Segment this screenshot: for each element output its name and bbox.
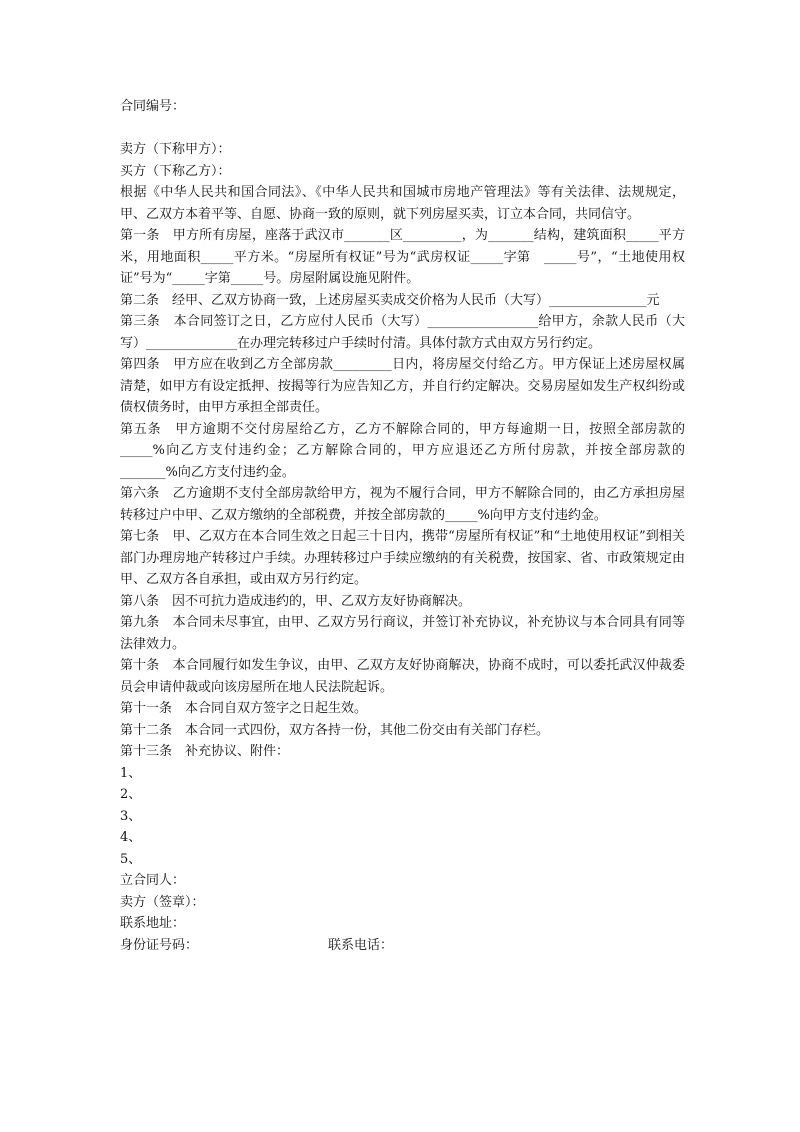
- seller-signature-label: 卖方（签章）：: [120, 894, 205, 910]
- article-12: 第十二条 本合同一式四份，双方各持一份，其他二份交由有关部门存栏。: [120, 722, 550, 738]
- address-label: 联系地址：: [120, 916, 186, 931]
- attachment-item-4: 4、: [120, 830, 142, 845]
- article-5: 第五条 甲方逾期不交付房屋给乙方，乙方不解除合同的，甲方每逾期一日，按照全部房款的_____%向乙方支付违约金；乙方解除合同的，甲方应退还乙方所付房款，并按全部房款的_______%向乙方支付违约金。: [120, 421, 685, 480]
- phone-label: 联系电话：: [328, 937, 394, 953]
- article-8: 第八条 因不可抗力造成违约的，甲、乙双方友好协商解决。: [120, 593, 472, 609]
- article-11: 第十一条 本合同自双方签字之日起生效。: [120, 701, 368, 716]
- id-number-label: 身份证号码：: [120, 937, 199, 953]
- article-10: 第十条 本合同履行如发生争议，由甲、乙双方友好协商解决，协商不成时，可以委托武汉仲裁委员会申请仲裁或向该房屋所在地人民法院起诉。: [120, 658, 685, 695]
- article-3: 第三条 本合同签订之日，乙方应付人民币（大写）_________________给甲方，余款人民币（大写）______________在办理完转移过户手续时付清。具体付款方式由双方另行约定。: [120, 314, 685, 351]
- attachment-item-2: 2、: [120, 787, 142, 802]
- article-9: 第九条 本合同未尽事宜，由甲、乙双方另行商议，并签订补充协议，补充协议与本合同具有同等法律效力。: [120, 615, 685, 652]
- id-phone-row: [120, 935, 685, 957]
- article-7: 第七条 甲、乙双方在本合同生效之日起三十日内，携带“房屋所有权证”和“土地使用权证”到相关部门办理房地产转移过户手续。办理转移过户手续应缴纳的有关税费，按国家、省、市政策规定由甲、乙双方各自承担，或由双方另行约定。: [120, 529, 685, 587]
- attachment-item-3: 3、: [120, 808, 142, 824]
- article-13: 第十三条 补充协议、附件：: [120, 744, 290, 759]
- preamble-paragraph: 根据《中华人民共和国合同法》、《中华人民共和国城市房地产管理法》等有关法律、法规规定，甲、乙双方本着平等、自愿、协商一致的原则，就下列房屋买卖，订立本合同，共同信守。: [120, 185, 685, 222]
- contract-number-label: 合同编号：: [120, 99, 186, 114]
- article-1: 第一条 甲方所有房屋，座落于武汉市_______区_________，为_______结构，建筑面积_____平方米，用地面积_____平方米。“房屋所有权证”号为“武房权证_____字第 _____号”，“土地使用权证”号为“_____字第_____号。房屋附属设施见附件。: [120, 228, 685, 286]
- article-2: 第二条 经甲、乙双方协商一致，上述房屋买卖成交价格为人民币（大写）_______________元: [120, 292, 660, 308]
- article-6: 第六条 乙方逾期不支付全部房款给甲方，视为不履行合同，甲方不解除合同的，由乙方承担房屋转移过户中甲、乙双方缴纳的全部税费，并按全部房款的_____%向甲方支付违约金。: [120, 486, 685, 523]
- contract-parties-label: 立合同人：: [120, 873, 186, 888]
- attachment-item-1: 1、: [120, 765, 142, 781]
- attachment-item-5: 5、: [120, 851, 142, 867]
- spacer: [120, 118, 685, 140]
- buyer-label: 买方（下称乙方）：: [120, 163, 231, 179]
- seller-label: 卖方（下称甲方）：: [120, 142, 231, 157]
- article-4: 第四条 甲方应在收到乙方全部房款_________日内，将房屋交付给乙方。甲方保证上述房屋权属清楚，如甲方有设定抵押、按揭等行为应告知乙方，并自行约定解决。交易房屋如发生产权纠纷或债权债务时，由甲方承担全部责任。: [120, 357, 685, 415]
- contract-document: [120, 96, 685, 956]
